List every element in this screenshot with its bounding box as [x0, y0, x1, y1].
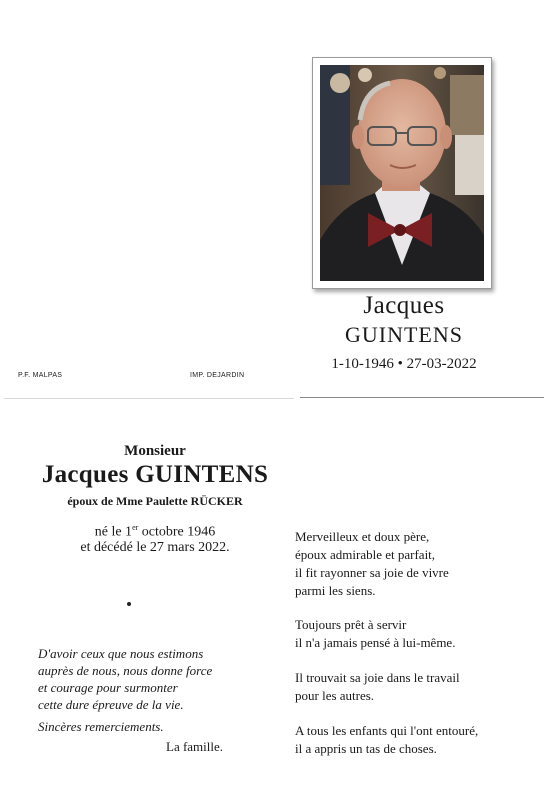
poem-line: Merveilleux et doux père,: [295, 529, 430, 544]
thanks-text: [38, 645, 212, 713]
poem-stanza-4: [295, 722, 535, 758]
poem-line: A tous les enfants qui l'ont entouré,: [295, 723, 479, 738]
birth-post: octobre 1946: [138, 524, 216, 540]
fold-divider: [300, 397, 544, 398]
spouse-line: époux de Mme Paulette RÜCKER: [67, 494, 243, 508]
thanks-line: D'avoir ceux que nous estimons: [38, 646, 204, 661]
front-date-separator: •: [397, 356, 403, 372]
poem-stanza-2: [295, 616, 535, 652]
front-death-date: 27-03-2022: [406, 356, 477, 372]
salutation: Monsieur: [124, 443, 186, 459]
portrait-photo: [312, 57, 492, 289]
printer-credit: IMP. DEJARDIN: [190, 372, 245, 379]
separator-dot: [127, 602, 131, 606]
birth-line: [30, 523, 280, 541]
inside-full-name: Jacques GUINTENS: [41, 461, 269, 488]
front-birth-date: 1-10-1946: [331, 356, 394, 372]
birth-pre: né le 1: [94, 524, 133, 540]
death-line: et décédé le 27 mars 2022.: [80, 540, 230, 555]
signature: La famille.: [166, 739, 224, 754]
poem-line: il fit rayonner sa joie de vivre: [295, 565, 449, 580]
poem-line: il a appris un tas de choses.: [295, 741, 437, 756]
thanks-line: auprès de nous, nous donne force: [38, 663, 213, 678]
front-last-name: GUINTENS: [345, 322, 463, 347]
poem-line: pour les autres.: [295, 688, 375, 703]
poem-line: parmi les siens.: [295, 583, 376, 598]
poem-stanza-1: [295, 528, 535, 600]
thanks-line: et courage pour surmonter: [38, 680, 178, 695]
sincere-thanks: Sincères remerciements.: [38, 719, 164, 734]
poem-line: Toujours prêt à servir: [295, 617, 407, 632]
front-dates: [300, 356, 508, 373]
poem-line: époux admirable et parfait,: [295, 547, 436, 562]
fold-divider-left: [4, 398, 294, 399]
funeral-home-credit: P.F. MALPAS: [18, 372, 63, 379]
poem-stanza-3: [295, 669, 535, 705]
birth-sup: er: [132, 523, 139, 532]
portrait-image: [320, 65, 484, 281]
thanks-line: cette dure épreuve de la vie.: [38, 697, 184, 712]
poem-line: il n'a jamais pensé à lui-même.: [295, 635, 456, 650]
poem-line: Il trouvait sa joie dans le travail: [295, 670, 460, 685]
front-first-name: Jacques: [363, 292, 445, 319]
